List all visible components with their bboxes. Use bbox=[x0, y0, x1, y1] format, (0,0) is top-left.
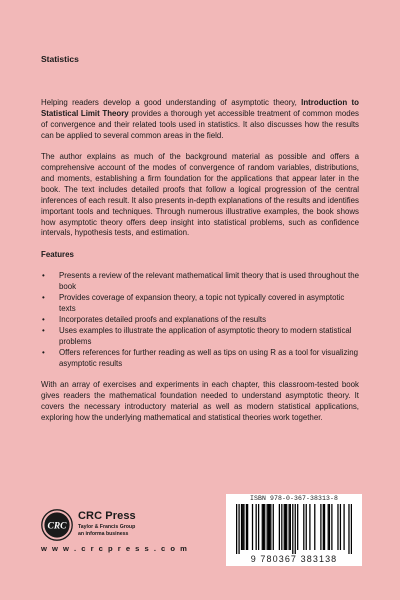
barcode-bar bbox=[292, 504, 293, 554]
barcode-bar bbox=[323, 504, 324, 550]
barcode-bar bbox=[242, 504, 243, 550]
barcode-bar bbox=[331, 504, 332, 550]
features-list bbox=[41, 271, 359, 369]
publisher-block bbox=[41, 509, 189, 569]
barcode-bar bbox=[247, 504, 248, 550]
barcode-bar bbox=[270, 504, 271, 550]
barcode-bar bbox=[309, 504, 310, 550]
barcode-bar bbox=[246, 504, 247, 550]
barcode-bar bbox=[314, 504, 315, 550]
feature-item: • Offers references for further reading as well as tips on using R as a tool for visualizing asymptotic results bbox=[41, 348, 359, 370]
barcode-box bbox=[226, 494, 362, 566]
barcode-bar bbox=[269, 504, 270, 550]
barcode-bar bbox=[295, 504, 296, 554]
barcode-bar bbox=[343, 504, 344, 550]
barcode-bar bbox=[258, 504, 259, 550]
barcode-bar bbox=[328, 504, 329, 550]
closing-paragraph: With an array of exercises and experiments in each chapter, this classroom-tested book gives readers the mathematical foundation needed to understand asymptotic theory. It covers the necessary introductory material as well as modern statistical applications, exploring how the underlying mathematical and statistical theories work together. bbox=[41, 379, 359, 422]
barcode-bar bbox=[289, 504, 290, 550]
feature-item: • Uses examples to illustrate the application of asymptotic theory to modern statistical problems bbox=[41, 326, 359, 348]
barcode-bar bbox=[340, 504, 341, 550]
barcode-bars bbox=[236, 504, 352, 554]
barcode-bar bbox=[284, 504, 285, 550]
publisher-tagline: an informa business bbox=[78, 531, 129, 537]
barcode-bar bbox=[252, 504, 253, 550]
feature-item: • Provides coverage of expansion theory, a topic not typically covered in asymptotic texts bbox=[41, 293, 359, 315]
barcode-bar bbox=[329, 504, 330, 550]
barcode-number: 9 780367 383138 bbox=[250, 554, 338, 564]
barcode-bar bbox=[273, 504, 274, 550]
barcode-bar bbox=[268, 504, 269, 550]
barcode-bar bbox=[285, 504, 286, 550]
barcode-bar bbox=[264, 504, 265, 550]
barcode-bar bbox=[290, 504, 291, 550]
barcode-bar bbox=[286, 504, 287, 550]
back-cover-text bbox=[41, 98, 359, 434]
isbn-label: ISBN 978-0-367-38313-8 bbox=[249, 495, 338, 502]
publisher-url: w w w . c r c p r e s s . c o m bbox=[41, 544, 189, 553]
barcode-bar bbox=[238, 504, 239, 554]
barcode-bar bbox=[303, 504, 304, 550]
barcode-bar bbox=[241, 504, 242, 550]
category-label: Statistics bbox=[41, 54, 79, 64]
barcode-bar bbox=[324, 504, 325, 550]
barcode-bar bbox=[306, 504, 307, 550]
barcode-bar bbox=[243, 504, 244, 550]
barcode-bar bbox=[256, 504, 257, 550]
feature-item: • Presents a review of the relevant mathematical limit theory that is used throughout the book bbox=[41, 271, 359, 293]
barcode-bar bbox=[281, 504, 282, 550]
barcode-bar bbox=[351, 504, 352, 554]
logo-text: CRC bbox=[47, 521, 67, 532]
barcode-bar bbox=[348, 504, 349, 554]
barcode-bar bbox=[262, 504, 263, 550]
barcode-bar bbox=[236, 504, 237, 554]
publisher-name: CRC Press bbox=[78, 510, 136, 522]
crc-press-logo bbox=[41, 509, 73, 541]
book-title: Introduction to Statistical Limit Theory bbox=[41, 98, 359, 118]
barcode-bar bbox=[267, 504, 268, 550]
barcode-bar bbox=[263, 504, 264, 550]
intro-paragraph: Helping readers develop a good understanding of asymptotic theory, Introduction to Statistical Limit Theory provides a thorough yet accessible treatment of common modes of convergence and their related tools used in statistics. It also discusses how the results can be applied to several common areas in the field. bbox=[41, 98, 359, 140]
barcode-bar bbox=[297, 504, 298, 550]
feature-item: • Incorporates detailed proofs and explanations of the results bbox=[41, 315, 359, 326]
publisher-group: Taylor & Francis Group bbox=[78, 524, 136, 530]
barcode-bar bbox=[337, 504, 338, 550]
description-paragraph: The author explains as much of the background material as possible and offers a comprehensive account of the modes of convergence of random variables, distributions, and moments, establishing a firm foundation for the applications that appear later in the book. The text includes detailed proofs that follow a logical progression of the central inferences of each result. It also presents in-depth explanations of the results and identifies important tools and techniques. Through numerous illustrative examples, the book shows how asymptotic theory offers deep insight into statistical problems, such as confidence intervals, hypothesis tests, and estimation. bbox=[41, 152, 359, 238]
features-heading: Features bbox=[41, 249, 74, 259]
barcode-bar bbox=[320, 504, 321, 550]
barcode-bar bbox=[279, 504, 280, 550]
